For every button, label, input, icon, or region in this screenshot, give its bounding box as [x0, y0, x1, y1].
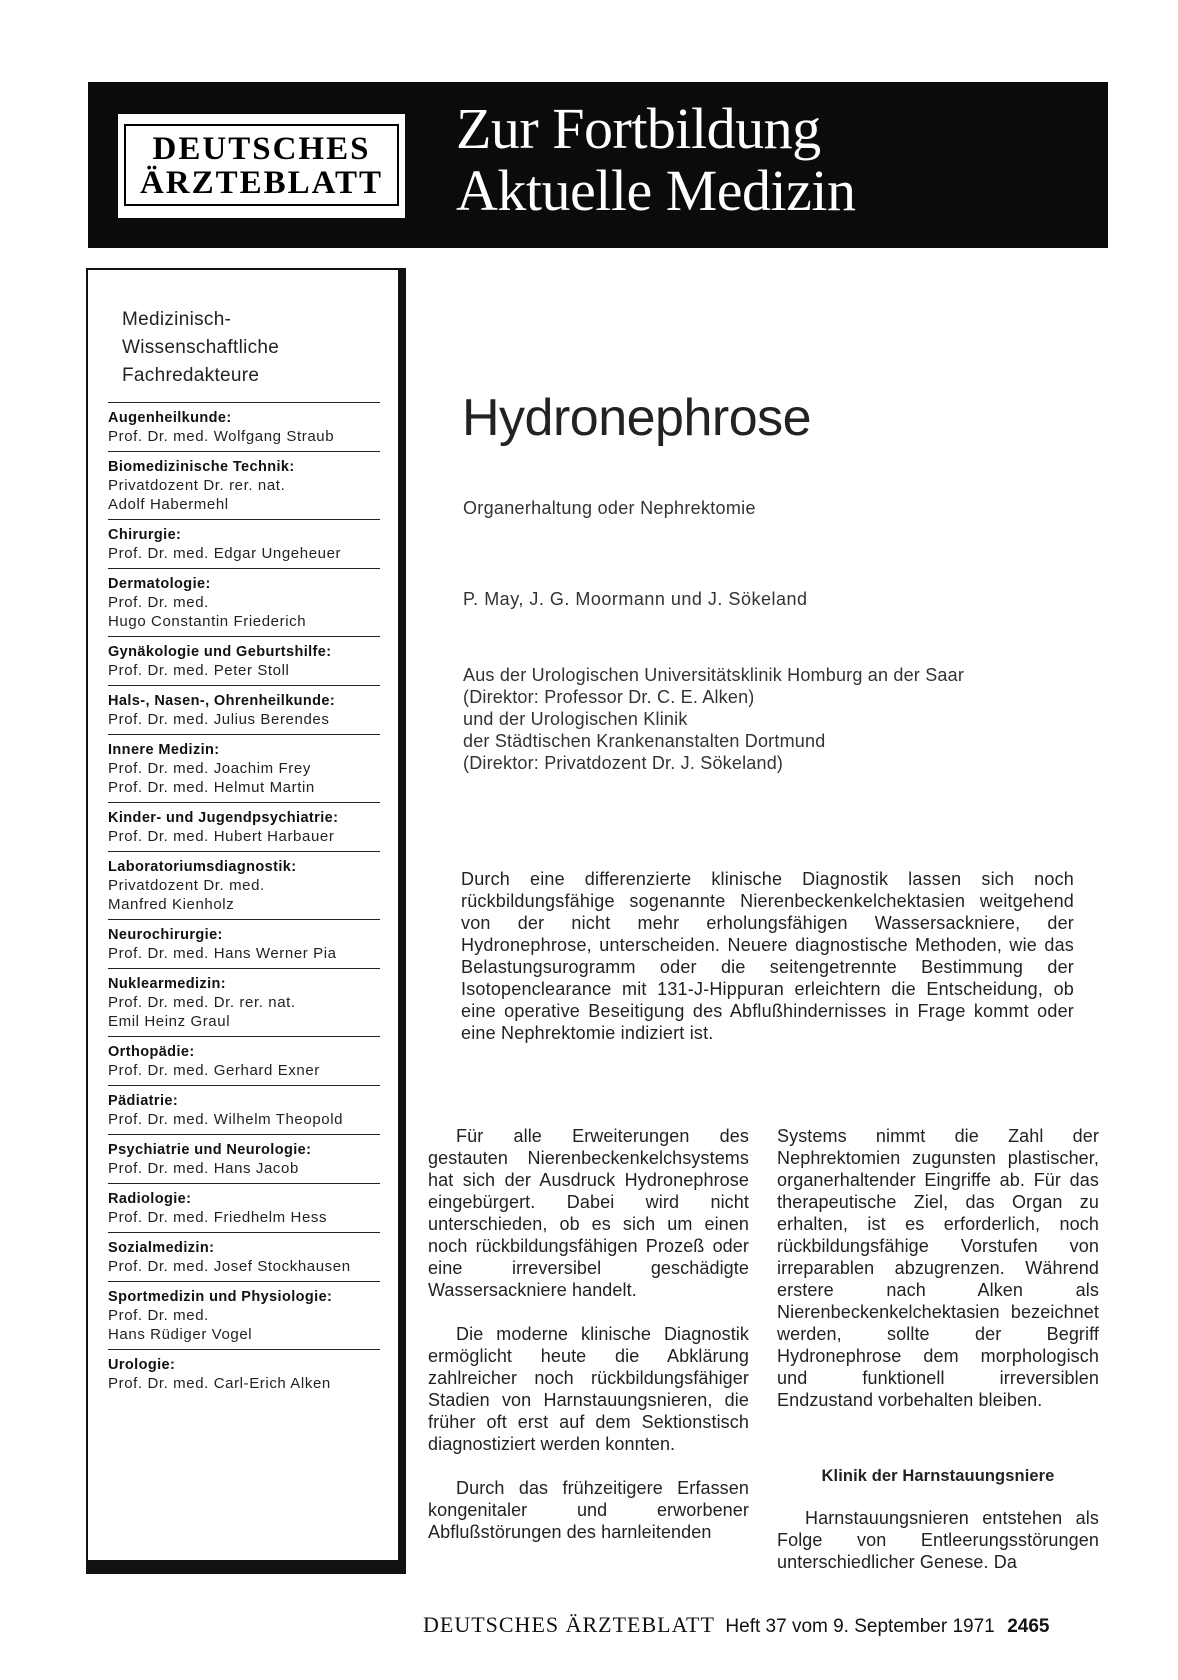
editor-specialty: Dermatologie:: [108, 576, 211, 592]
editor-entry: [108, 1281, 380, 1349]
editor-list: [108, 402, 380, 1398]
editor-entry: [108, 802, 380, 851]
footer-journal: DEUTSCHES ÄRZTEBLATT: [423, 1612, 715, 1637]
journal-logo: [118, 114, 405, 218]
editor-entry: [108, 685, 380, 734]
editors-sidebar: [86, 268, 406, 1574]
editor-specialty: Nuklearmedizin:: [108, 976, 226, 992]
editor-name: Prof. Dr. med. Hans Werner Pia: [108, 945, 337, 962]
editor-name: Prof. Dr. med. Joachim Frey Prof. Dr. med. Helmut Martin: [108, 760, 315, 796]
article-subtitle: Organerhaltung oder Nephrektomie: [463, 498, 756, 518]
article-authors: P. May, J. G. Moormann und J. Sökeland: [463, 589, 808, 609]
editor-specialty: Laboratoriumsdiagnostik:: [108, 859, 297, 875]
logo-line-1: DEUTSCHES: [152, 131, 371, 167]
editor-specialty: Urologie:: [108, 1357, 176, 1373]
editor-specialty: Sportmedizin und Physiologie:: [108, 1289, 333, 1305]
editor-entry: [108, 1036, 380, 1085]
editor-entry: [108, 919, 380, 968]
article-title: Hydronephrose: [462, 389, 812, 447]
body-paragraph: Systems nimmt die Zahl der Nephrektomien zugunsten plastischer, organerhaltender Eingriffe ab. Für das therapeutische Ziel, das Organ zu erhalten, ist es erforderlich, noch rückbildungsfähige Vorstufen von irreparablen abzugrenzen. Während erstere nach Alken als Nierenbeckenkelchektasien bezeichnet werden, sollte der Begriff Hydronephrose dem morphologisch und funktionell irreversiblen Endzustand vorbehalten bleiben.: [777, 1126, 1099, 1410]
editor-name: Prof. Dr. med. Hans Rüdiger Vogel: [108, 1307, 253, 1343]
body-column-1: [428, 1125, 749, 1543]
editor-specialty: Pädiatrie:: [108, 1093, 179, 1109]
editor-specialty: Chirurgie:: [108, 527, 182, 543]
body-paragraph: Für alle Erweiterungen des gestauten Nierenbeckenkelchsystems hat sich der Ausdruck Hydronephrose eingebürgert. Dabei wird nicht unterschieden, ob es sich um einen noch rückbildungsfähigen Prozeß oder eine irreversibel geschädigte Wassersackniere handelt.: [428, 1126, 749, 1300]
editor-specialty: Augenheilkunde:: [108, 410, 232, 426]
editor-name: Prof. Dr. med. Edgar Ungeheuer: [108, 545, 342, 562]
editor-entry: [108, 1232, 380, 1281]
editor-specialty: Psychiatrie und Neurologie:: [108, 1142, 312, 1158]
editor-name: Prof. Dr. med. Wilhelm Theopold: [108, 1111, 344, 1128]
editor-specialty: Gynäkologie und Geburtshilfe:: [108, 644, 332, 660]
editor-name: Prof. Dr. med. Peter Stoll: [108, 662, 290, 679]
editor-entry: [108, 851, 380, 919]
footer-issue: Heft 37 vom 9. September 1971: [725, 1616, 995, 1637]
editor-specialty: Neurochirurgie:: [108, 927, 223, 943]
section-title: [456, 98, 856, 222]
editor-name: Prof. Dr. med. Wolfgang Straub: [108, 428, 335, 445]
body-paragraph: Harnstauungsnieren entstehen als Folge von Entleerungsstörungen unterschiedlicher Genese. Da: [777, 1508, 1099, 1572]
editor-name: Prof. Dr. med. Dr. rer. nat. Emil Heinz Graul: [108, 994, 296, 1030]
editor-entry: [108, 519, 380, 568]
editor-name: Prof. Dr. med. Friedhelm Hess: [108, 1209, 328, 1226]
editor-specialty: Biomedizinische Technik:: [108, 459, 295, 475]
editor-entry: [108, 636, 380, 685]
editor-name: Prof. Dr. med. Julius Berendes: [108, 711, 330, 728]
editor-specialty: Sozialmedizin:: [108, 1240, 215, 1256]
logo-line-2: ÄRZTEBLATT: [139, 165, 384, 201]
editor-name: Prof. Dr. med. Hugo Constantin Friederich: [108, 594, 307, 630]
editor-name: Prof. Dr. med. Carl-Erich Alken: [108, 1375, 331, 1392]
editor-specialty: Kinder- und Jugendpsychiatrie:: [108, 810, 339, 826]
article-affiliation: Aus der Urologischen Universitätsklinik Homburg an der Saar (Direktor: Professor Dr. C. E. Alken) und der Urologischen Klinik der Städtischen Krankenanstalten Dortmund (Direktor: Privatdozent Dr. J. Sökeland): [463, 665, 965, 773]
header-banner: [88, 82, 1108, 248]
body-column-2: [777, 1125, 1099, 1573]
editor-name: Privatdozent Dr. rer. nat. Adolf Habermehl: [108, 477, 286, 513]
editor-name: Prof. Dr. med. Josef Stockhausen: [108, 1258, 351, 1275]
article-abstract: Durch eine differenzierte klinische Diagnostik lassen sich noch rückbildungsfähige sogenannte Nierenbeckenkelchektasien weitgehend von der nicht mehr erholungsfähigen Wassersackniere, der Hydronephrose, unterscheiden. Neuere diagnostische Methoden, wie das Belastungsurogramm oder die seitengetrennte Bestimmung der Isotopenclearance mit 131-J-Hippuran erleichtern die Entscheidung, ob eine operative Beseitigung des Abflußhindernisses in Frage kommt oder eine Nephrektomie indiziert ist.: [461, 869, 1074, 1043]
editor-entry: [108, 1085, 380, 1134]
body-paragraph: Die moderne klinische Diagnostik ermöglicht heute die Abklärung zahlreicher noch rückbildungsfähiger Stadien von Harnstauungsnieren, die früher oft erst auf dem Sektionstisch diagnostiziert werden konnten.: [428, 1324, 749, 1454]
body-paragraph: Durch das frühzeitigere Erfassen kongenitaler und erworbener Abflußstörungen des harnleitenden: [428, 1478, 749, 1542]
editor-entry: [108, 451, 380, 519]
page-footer: [423, 1612, 1049, 1638]
editor-entry: [108, 402, 380, 451]
editor-name: Prof. Dr. med. Hubert Harbauer: [108, 828, 335, 845]
editor-entry: [108, 1183, 380, 1232]
editor-entry: [108, 1134, 380, 1183]
editor-entry: [108, 1349, 380, 1398]
editor-name: Prof. Dr. med. Gerhard Exner: [108, 1062, 320, 1079]
editor-name: Privatdozent Dr. med. Manfred Kienholz: [108, 877, 265, 913]
editor-specialty: Innere Medizin:: [108, 742, 220, 758]
page-number: 2465: [1007, 1616, 1050, 1637]
editor-specialty: Radiologie:: [108, 1191, 192, 1207]
editor-specialty: Orthopädie:: [108, 1044, 195, 1060]
editor-name: Prof. Dr. med. Hans Jacob: [108, 1160, 299, 1177]
editor-entry: [108, 968, 380, 1036]
section-heading: Klinik der Harnstauungsniere: [821, 1467, 1055, 1485]
editor-entry: [108, 568, 380, 636]
section-title-line-2: Aktuelle Medizin: [456, 158, 856, 223]
editor-specialty: Hals-, Nasen-, Ohrenheilkunde:: [108, 693, 336, 709]
editor-entry: [108, 734, 380, 802]
section-title-line-1: Zur Fortbildung: [456, 96, 821, 161]
sidebar-heading: Medizinisch- Wissenschaftliche Fachredakteure: [122, 309, 280, 386]
